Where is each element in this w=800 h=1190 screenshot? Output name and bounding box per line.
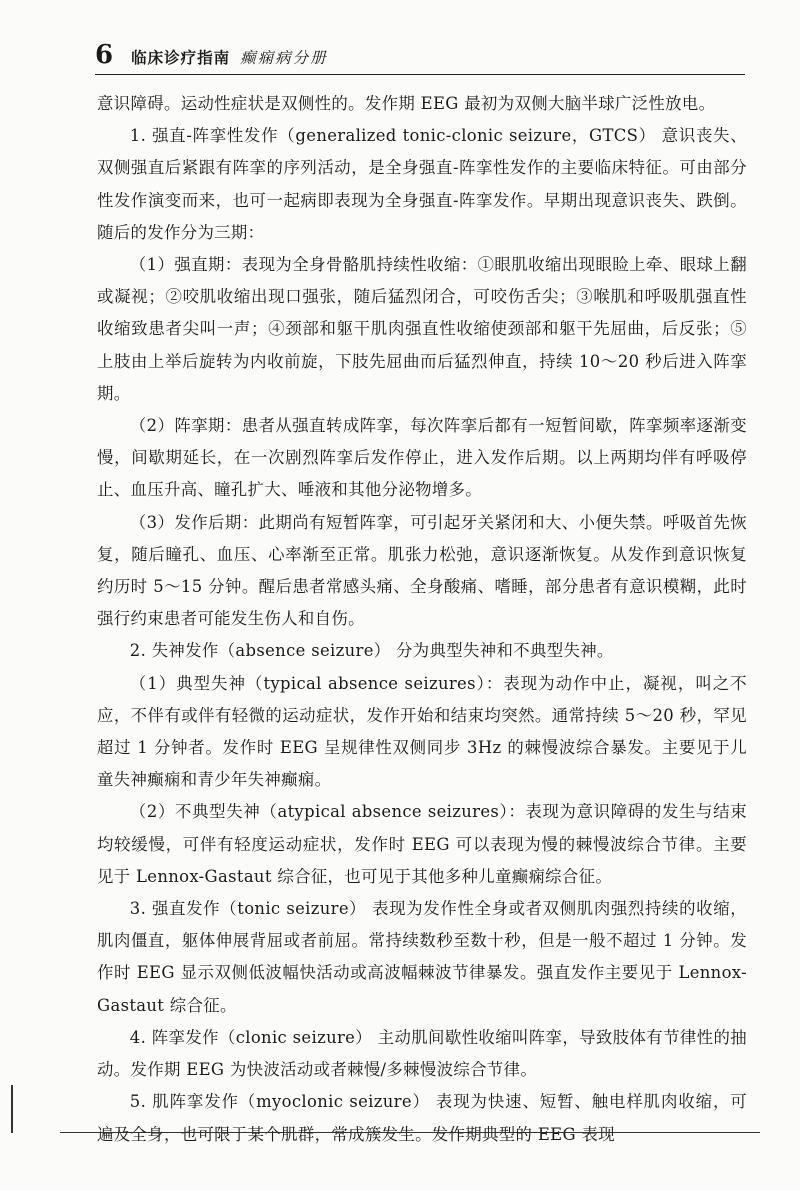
page-number: 6 xyxy=(95,40,114,70)
binding-margin-mark xyxy=(11,1085,13,1133)
header-rule xyxy=(95,74,745,75)
paragraph-absence-seizure: 2. 失神发作（absence seizure） 分为典型失神和不典型失神。 xyxy=(129,641,614,661)
paragraph-postictal-phase: （3）发作后期：此期尚有短暂阵挛，可引起牙关紧闭和大、小便失禁。呼吸首先恢复，随后瞳孔、血压、心率渐至正常。肌张力松弛，意识逐渐恢复。从发作到意识恢复约历时 5～15 分钟。醒后患者常感头痛、全身酸痛、嗜睡，部分患者有意识模糊，此时强行约束患者可能发生伤人和自伤。 xyxy=(97,512,747,629)
paragraph-continuation: 意识障碍。运动性症状是双侧性的。发作期 EEG 最初为双侧大脑半球广泛性放电。 xyxy=(97,94,716,113)
footer-rule xyxy=(60,1132,760,1133)
paragraph-clonic-seizure: 4. 阵挛发作（clonic seizure） 主动肌间歇性收缩叫阵挛，导致肢体有节律性的抽动。发作期 EEG 为快波活动或者棘慢/多棘慢波综合节律。 xyxy=(97,1027,747,1080)
paragraph-clonic-phase: （2）阵挛期：患者从强直转成阵挛，每次阵挛后都有一短暂间歇，阵挛频率逐渐变慢，间歇期延长，在一次剧烈阵挛后发作停止，进入发作后期。以上两期均伴有呼吸停止、血压升高、瞳孔扩大、唾液和其他分泌物增多。 xyxy=(97,416,747,500)
paragraph-myoclonic-seizure: 5. 肌阵挛发作（myoclonic seizure） 表现为快速、短暂、触电样肌肉收缩，可遍及全身，也可限于某个肌群，常成簇发生。发作期典型的 EEG 表现 xyxy=(97,1092,747,1144)
paragraph-tonic-phase: （1）强直期：表现为全身骨骼肌持续性收缩：①眼肌收缩出现眼睑上牵、眼球上翻或凝视；②咬肌收缩出现口强张，随后猛烈闭合，可咬伤舌尖；③喉肌和呼吸肌强直性收缩致患者尖叫一声；④颈部和躯干肌肉强直性收缩使颈部和躯干先屈曲，后反张；⑤上肢由上举后旋转为内收前旋，下肢先屈曲而后猛烈伸直，持续 10～20 秒后进入阵挛期。 xyxy=(97,255,747,403)
running-subtitle: 癫痫病分册 xyxy=(240,49,328,67)
paragraph-atypical-absence: （2）不典型失神（atypical absence seizures）：表现为意识障碍的发生与结束均较缓慢，可伴有轻度运动症状，发作时 EEG 可以表现为慢的棘慢波综合节律。主要见于 Lennox-Gastaut 综合征，也可见于其他多种儿童癫痫综合征。 xyxy=(97,802,747,886)
paragraph-gtcs: 1. 强直-阵挛性发作（generalized tonic-clonic seizure，GTCS） 意识丧失、双侧强直后紧跟有阵挛的序列活动，是全身强直-阵挛性发作的主要临床特征。可由部分性发作演变而来，也可一起病即表现为全身强直-阵挛发作。早期出现意识丧失、跌倒。随后的发作分为三期： xyxy=(97,126,747,242)
body-text xyxy=(97,88,747,1151)
paragraph-tonic-seizure: 3. 强直发作（tonic seizure） 表现为发作性全身或者双侧肌肉强烈持续的收缩，肌肉僵直，躯体伸展背屈或者前屈。常持续数秒至数十秒，但是一般不超过 1 分钟。发作时 EEG 显示双侧低波幅快活动或高波幅棘波节律暴发。强直发作主要见于 Lennox-Gastaut 综合征。 xyxy=(97,899,747,1015)
paragraph-typical-absence: （1）典型失神（typical absence seizures）：表现为动作中止，凝视，叫之不应，不伴有或伴有轻微的运动症状，发作开始和结束均突然。通常持续 5～20 秒，罕见超过 1 分钟者。发作时 EEG 呈规律性双侧同步 3Hz 的棘慢波综合暴发。主要见于儿童失神癫痫和青少年失神癫痫。 xyxy=(97,673,747,790)
running-title: 临床诊疗指南 xyxy=(131,49,231,67)
